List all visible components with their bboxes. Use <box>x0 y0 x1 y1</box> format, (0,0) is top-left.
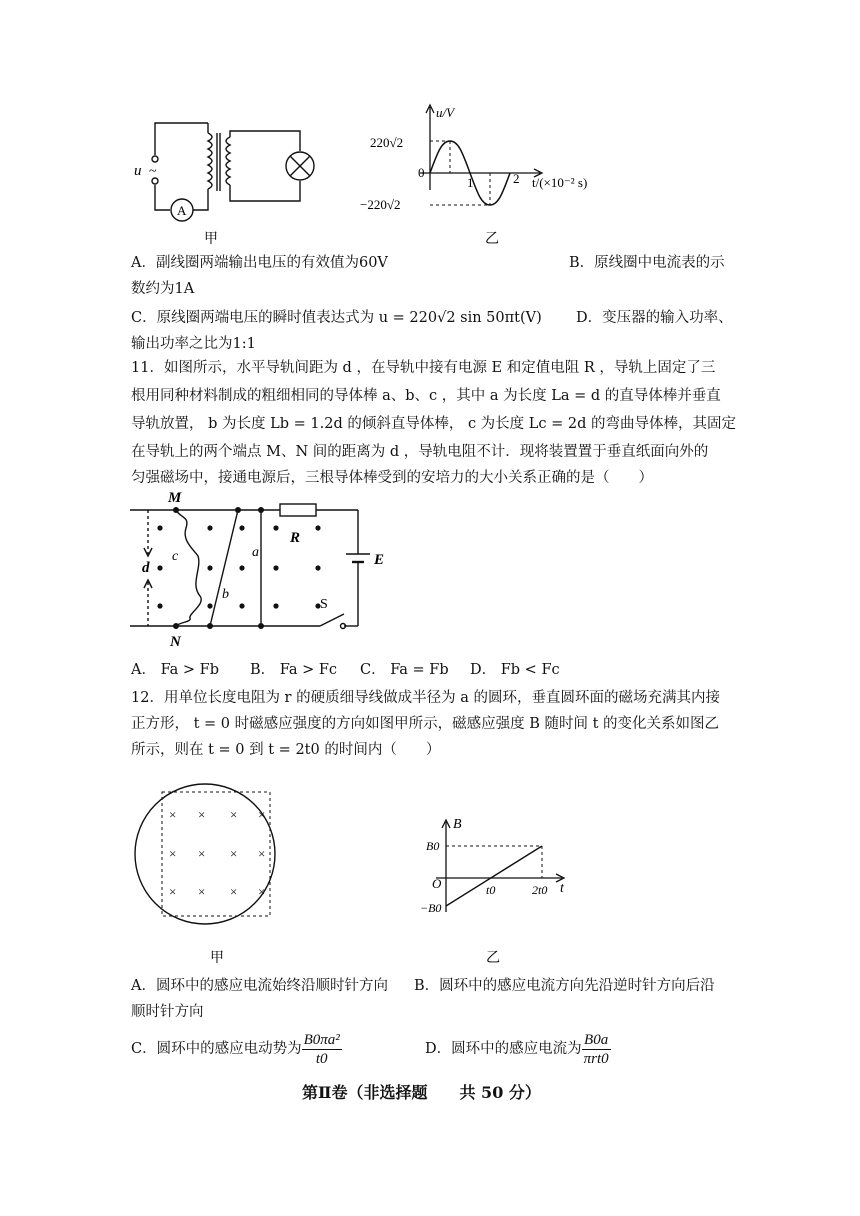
q12-d-numerator: B0a <box>582 1031 611 1050</box>
caption-yi-10: 乙 <box>485 232 499 247</box>
q10-option-d: D．变压器的输入功率、 <box>576 310 733 326</box>
label-S: S <box>320 597 328 612</box>
y-axis-label: u/V <box>436 105 455 120</box>
figure-12 <box>130 762 590 972</box>
label-d: d <box>142 560 150 576</box>
cross-mark: × <box>230 884 238 899</box>
q11-option-a: A． Fa > Fb <box>131 662 220 678</box>
q12-option-c-fraction <box>302 1031 342 1068</box>
q11-line-5: 匀强磁场中，接通电源后，三根导体棒受到的安培力的大小关系正确的是（ ） <box>131 470 653 486</box>
caption-jia-12: 甲 <box>210 951 224 966</box>
q10-option-c: C．原线圈两端电压的瞬时值表达式为 u = 220√2 sin 50πt(V) <box>131 310 542 326</box>
q12-option-c-text: C．圆环中的感应电动势为 <box>131 1041 302 1057</box>
caption-yi-12: 乙 <box>486 951 500 966</box>
cross-mark: × <box>258 884 266 899</box>
q11-option-b: B． Fa > Fc <box>250 662 338 678</box>
cross-mark: × <box>198 807 206 822</box>
cross-mark: × <box>169 884 177 899</box>
q10-option-a: A．副线圈两端输出电压的有效值为60V <box>131 255 388 271</box>
figure-11 <box>130 488 400 653</box>
section-title: 第Ⅱ卷（非选择题 共 50 分） <box>302 1083 541 1102</box>
q12-option-d <box>425 1026 611 1072</box>
q11-line-3: 导轨放置， b 为长度 Lb = 1.2d 的倾斜直导体棒， c 为长度 Lc = 2d 的弯曲导体棒，其固定 <box>131 416 737 432</box>
q11-line-1: 11．如图所示，水平导轨间距为 d ，在导轨中接有电源 E 和定值电阻 R ，导轨上固定了三 <box>131 360 716 376</box>
q12-option-d-fraction <box>582 1031 611 1068</box>
label-R: R <box>290 530 301 546</box>
q11-line-4: 在导轨上的两个端点 M、N 间的距离为 d ，导轨电阻不计．现将装置置于垂直纸面向外的 <box>131 444 709 460</box>
q11-option-d: D． Fb < Fc <box>470 662 560 678</box>
neg-b0-label: −B0 <box>420 901 442 915</box>
label-c: c <box>172 549 179 564</box>
q10-option-b: B．原线圈中电流表的示 <box>569 255 725 271</box>
origin-o-label: O <box>432 876 442 891</box>
caption-jia-10: 甲 <box>204 232 218 247</box>
q12-line-1: 12．用单位长度电阻为 r 的硬质细导线做成半径为 a 的圆环，垂直圆环面的磁场充满其内接 <box>131 690 720 706</box>
q10-option-d-cont: 输出功率之比为1:1 <box>131 336 256 352</box>
t-axis-label: t <box>560 881 564 896</box>
q12-option-a: A．圆环中的感应电流始终沿顺时针方向 <box>131 978 388 994</box>
cross-mark: × <box>230 846 238 861</box>
ac-symbol: ~ <box>149 164 157 179</box>
figure-10 <box>120 95 620 250</box>
q12-d-denominator: πrt0 <box>583 1050 609 1067</box>
q12-line-3: 所示，则在 t = 0 到 t = 2t0 的时间内（ ） <box>131 742 441 758</box>
b-axis-label: B <box>453 817 462 832</box>
field-dots <box>157 507 320 629</box>
cross-mark: × <box>258 846 266 861</box>
q11-option-c: C． Fa = Fb <box>360 662 449 678</box>
q12-option-d-text: D．圆环中的感应电流为 <box>425 1041 582 1057</box>
x-tick-1: 1 <box>467 175 474 190</box>
b0-label: B0 <box>426 839 440 853</box>
label-a: a <box>252 545 259 560</box>
cross-mark: × <box>169 846 177 861</box>
q12-c-denominator: t0 <box>315 1050 328 1067</box>
label-M: M <box>168 490 182 506</box>
ammeter-label: A <box>177 203 187 218</box>
q10-option-b-cont: 数约为1A <box>131 281 195 297</box>
input-voltage-label: u <box>134 163 142 179</box>
label-b: b <box>222 587 229 602</box>
cross-mark: × <box>169 807 177 822</box>
label-E: E <box>374 552 385 568</box>
y-bottom-label: −220√2 <box>360 197 401 212</box>
cross-mark: × <box>198 884 206 899</box>
t0-label: t0 <box>486 883 496 897</box>
q12-line-2: 正方形， t = 0 时磁感应强度的方向如图甲所示，磁感应强度 B 随时间 t 的变化关系如图乙 <box>131 716 720 732</box>
x-tick-2: 2 <box>513 171 520 186</box>
q12-option-b-cont: 顺时针方向 <box>131 1004 204 1020</box>
label-N: N <box>170 634 181 650</box>
origin-label: 0 <box>418 165 425 180</box>
q12-option-c <box>131 1026 342 1072</box>
x-axis-label: t/(×10⁻² s) <box>532 175 588 190</box>
two-t0-label: 2t0 <box>532 883 548 897</box>
cross-mark: × <box>258 807 266 822</box>
q12-option-b: B．圆环中的感应电流方向先沿逆时针方向后沿 <box>414 978 715 994</box>
y-top-label: 220√2 <box>370 135 404 150</box>
q12-c-numerator: B0πa² <box>303 1031 340 1048</box>
sine-graph <box>420 105 542 205</box>
q11-line-2: 根用同种材料制成的粗细相同的导体棒 a、b、c ，其中 a 为长度 La = d 的直导体棒并垂直 <box>131 388 721 404</box>
cross-mark: × <box>198 846 206 861</box>
cross-mark: × <box>230 807 238 822</box>
